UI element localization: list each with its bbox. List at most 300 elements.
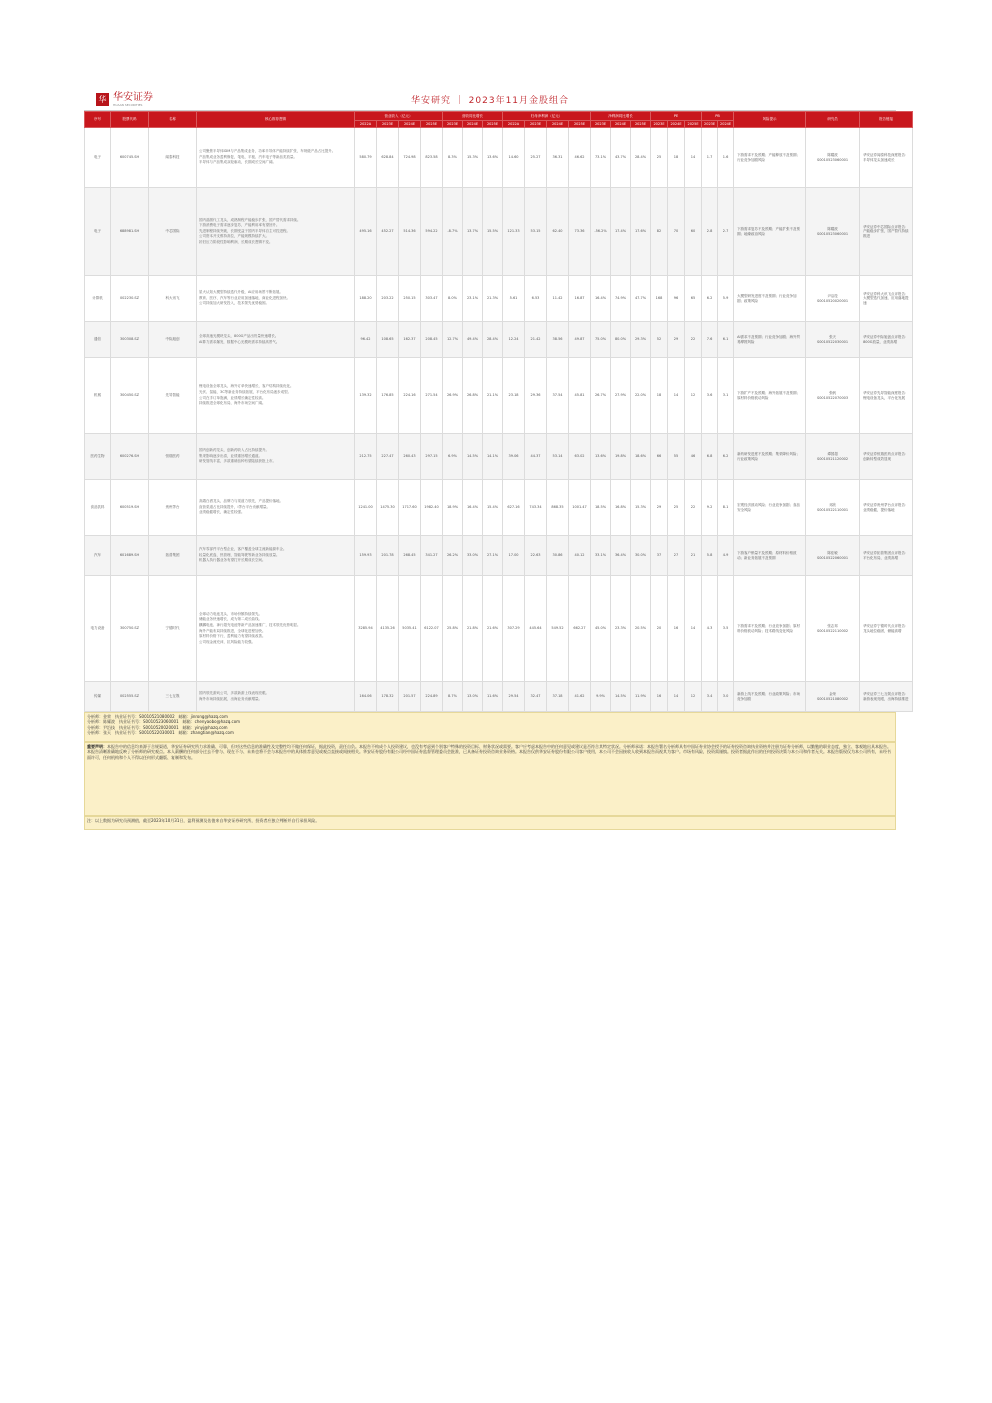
metric-cell: 6.2 xyxy=(718,434,734,480)
metric-cell: 15.4% xyxy=(483,480,503,536)
metric-cell: 21.8% xyxy=(463,576,483,682)
column-group-header: PB xyxy=(702,112,734,121)
metric-cell: 25.8% xyxy=(443,576,463,682)
metric-cell: 341.27 xyxy=(421,536,443,576)
metric-cell: 108.65 xyxy=(377,322,399,358)
stock-name-cell: 闻泰科技 xyxy=(149,128,197,188)
metric-cell: 27.1% xyxy=(483,536,503,576)
metric-cell: 307.29 xyxy=(503,576,525,682)
metric-cell: 164.06 xyxy=(355,682,377,712)
logic-paragraph: 公司现金流充沛，抗风险能力较强。 xyxy=(199,639,255,644)
logic-paragraph: 半导体与产品集成双轮驱动，长期成长空间广阔。 xyxy=(199,160,276,165)
logic-paragraph: 汽车零部件平台型企业，客户覆盖全球主流新能源车企。 xyxy=(199,547,287,552)
year-header: 2023E xyxy=(651,121,668,128)
metric-cell: 16.87 xyxy=(569,276,591,322)
stock-code-cell: 300750.SZ xyxy=(111,576,149,682)
table-body xyxy=(85,128,913,712)
metric-cell: 6.53 xyxy=(525,276,547,322)
metric-cell: 21 xyxy=(685,536,702,576)
metric-cell: 2.8 xyxy=(702,188,718,276)
stock-portfolio-sheet xyxy=(84,88,909,830)
metric-cell: 224.16 xyxy=(399,358,421,434)
stock-name-cell: 恒瑞医药 xyxy=(149,434,197,480)
column-group-header: 净利润同比增长 xyxy=(591,112,651,121)
table-row xyxy=(85,276,913,322)
stock-name-cell: 先导智能 xyxy=(149,358,197,434)
metric-cell: 96 xyxy=(668,276,685,322)
stock-name-cell: 贵州茅台 xyxy=(149,480,197,536)
metric-cell: 250.15 xyxy=(399,276,421,322)
metric-cell: 66 xyxy=(651,434,668,480)
metric-cell: 45.0% xyxy=(591,576,611,682)
risk-cell: 下游扩产不及预期；海外拓展不及预期；原材料价格波动风险 xyxy=(734,358,806,434)
logic-cell xyxy=(197,188,355,276)
metric-cell: 11.6% xyxy=(483,682,503,712)
metric-cell: 203.22 xyxy=(377,276,399,322)
logic-paragraph: 国内晶圆代工龙头，成熟制程产能稳步扩张，国产替代需求持续。 xyxy=(199,217,301,222)
metric-cell: 47.7% xyxy=(631,276,651,322)
metric-cell: 271.54 xyxy=(421,358,443,434)
stock-code-cell: 002230.SZ xyxy=(111,276,149,322)
metric-cell: 74.9% xyxy=(611,276,631,322)
metric-cell: 26.7% xyxy=(591,358,611,434)
logic-paragraph: 全球动力电池龙头，市场份额持续领先。 xyxy=(199,611,262,616)
metric-cell: 8.3% xyxy=(443,128,463,188)
metric-cell: 23.18 xyxy=(503,358,525,434)
metric-cell: 662.27 xyxy=(569,576,591,682)
metric-cell: 14 xyxy=(668,682,685,712)
report-link-cell[interactable]: 华安证券恒瑞医药点评报告：创新转型成效显现 xyxy=(860,434,913,480)
metric-cell: 14.5% xyxy=(611,682,631,712)
metric-cell: 162.37 xyxy=(399,322,421,358)
metric-cell: 36.31 xyxy=(547,128,569,188)
metric-cell: 16 xyxy=(668,576,685,682)
metric-cell: 11.42 xyxy=(547,276,569,322)
metric-cell: 12 xyxy=(685,358,702,434)
logic-paragraph: 机器人执行器业务有望打开长期成长空间。 xyxy=(199,558,266,563)
metric-cell: 4.9 xyxy=(718,536,734,576)
metric-cell: 1717.60 xyxy=(399,480,421,536)
sector-cell: 医药生物 xyxy=(85,434,111,480)
metric-cell: 80.0% xyxy=(611,322,631,358)
year-header: 2024E xyxy=(718,121,734,128)
logic-cell xyxy=(197,536,355,576)
metric-cell: 63.02 xyxy=(569,434,591,480)
metric-cell: 14.1% xyxy=(483,434,503,480)
metric-cell: 22 xyxy=(685,322,702,358)
metric-cell: 62.40 xyxy=(547,188,569,276)
year-header: 2023E xyxy=(702,121,718,128)
metric-cell: 1475.30 xyxy=(377,480,399,536)
column-header: 研究员 xyxy=(806,112,860,128)
disclaimer-text: 本报告中的信息均来源于合规渠道，华安证券研究所力求准确、可靠，但对这些信息的准确性及完整性均不做任何保证，据此投资，责任自负。本报告不构成个人投资建议，也没有考虑到个别客户特殊的投资目标、财务状况或需要。客户应考虑本报告中的任何意见或建议是否符合其特定状况。分析师承诺：本报告署名分析师具有中国证券业协会授予的证券投资咨询执业资格并注册为证券分析师，以勤勉的职业态度，独立、客观地出具本报告。本报告清晰准确地反映了分析师的研究观点。本人薪酬的任何部分过去不曾与、现在不与、未来也将不会与本报告中的具体推荐意见或观点直接或间接相关。华安证券股份有限公司经中国证券监督管理委员会批准，已具备证券投资咨询业务资格。本报告仅供华安证券股份有限公司客户使用，本公司不会因接收人收到本报告而视其为客户。市场有风险，投资需谨慎。投资者据此作出的任何投资决策与本公司和作者无关。本报告版权仅为本公司所有，未经书面许可，任何机构和个人不得以任何形式翻版、复制和发布。 xyxy=(87,744,891,760)
page-title: 华安研究 ｜ 2023年11月金股组合 xyxy=(410,96,570,106)
metric-cell: 39.06 xyxy=(503,434,525,480)
metric-cell: 52 xyxy=(651,322,668,358)
year-header: 2025E xyxy=(569,121,591,128)
metric-cell: 9.9% xyxy=(591,682,611,712)
report-link-cell[interactable]: 华安证券三七互娱点评报告：新游表现亮眼，出海持续推进 xyxy=(860,682,913,712)
metric-cell: 3.4 xyxy=(702,682,718,712)
table-row xyxy=(85,536,913,576)
table-row xyxy=(85,188,913,276)
metric-cell: 25 xyxy=(651,128,668,188)
metric-cell: 6.2 xyxy=(702,276,718,322)
metric-cell: 1982.40 xyxy=(421,480,443,536)
year-header: 2025E xyxy=(631,121,651,128)
year-header: 2023E xyxy=(377,121,399,128)
report-link-cell[interactable]: 华安证券中芯国际点评报告：产能稳步扩张，国产替代持续推进 xyxy=(860,188,913,276)
metric-cell: 53.14 xyxy=(547,434,569,480)
metric-cell: 303.47 xyxy=(421,276,443,322)
year-header: 2023E xyxy=(525,121,547,128)
metric-cell: 20.5% xyxy=(631,576,651,682)
risk-cell: 下游需求不及预期；产能释放不及预期；行业竞争加剧风险 xyxy=(734,128,806,188)
metric-cell: 40.12 xyxy=(569,536,591,576)
analyst-cell: 邓欣 S0010522110001 xyxy=(806,480,860,536)
logic-paragraph: 海外产能布局持续推进，全球化进程加快。 xyxy=(199,628,266,633)
metric-cell: 2.7 xyxy=(718,188,734,276)
metric-cell: 1.6 xyxy=(718,128,734,188)
metric-cell: 70 xyxy=(668,188,685,276)
logic-paragraph: AI算力需求爆发，数据中心光模块需求持续高景气。 xyxy=(199,339,280,344)
table-row xyxy=(85,576,913,682)
metric-cell: 4.3 xyxy=(702,576,718,682)
logo-name: 华安证券 xyxy=(113,91,153,103)
logic-paragraph: 储能业务快速增长，成为第二成长曲线。 xyxy=(199,617,262,622)
metric-cell: 3285.94 xyxy=(355,576,377,682)
metric-cell: 18 xyxy=(668,128,685,188)
metric-cell: 28.4% xyxy=(483,322,503,358)
metric-cell: 176.85 xyxy=(377,358,399,434)
metric-cell: 628.84 xyxy=(377,128,399,188)
metric-cell: 724.98 xyxy=(399,128,421,188)
metric-cell: 868.35 xyxy=(547,480,569,536)
stock-code-cell: 002555.SZ xyxy=(111,682,149,712)
metric-cell: 19.8% xyxy=(611,434,631,480)
metric-cell: 37.54 xyxy=(547,358,569,434)
metric-cell: 823.58 xyxy=(421,128,443,188)
year-header: 2025E xyxy=(685,121,702,128)
logic-paragraph: 星火认知大模型持续迭代升级，AI应用场景不断拓展。 xyxy=(199,290,283,295)
sector-cell: 汽车 xyxy=(85,536,111,576)
metric-cell: 6122.07 xyxy=(421,576,443,682)
year-header: 2025E xyxy=(421,121,443,128)
logic-paragraph: 海外市场持续拓展，出海业务贡献增量。 xyxy=(199,696,262,701)
logic-paragraph: 直营渠道占比持续提升，i茅台平台贡献增量。 xyxy=(199,504,270,509)
metric-cell: 452.27 xyxy=(377,188,399,276)
logic-paragraph: 公司持续加大研发投入，技术领先优势稳固。 xyxy=(199,301,269,306)
metric-cell: 3.0 xyxy=(718,682,734,712)
metric-cell: -56.2% xyxy=(591,188,611,276)
metric-cell: 26.8% xyxy=(463,358,483,434)
logic-cell xyxy=(197,682,355,712)
metric-cell: 22.63 xyxy=(525,536,547,576)
metric-cell: 6.9% xyxy=(443,434,463,480)
metric-cell: 5.61 xyxy=(503,276,525,322)
stock-code-cell: 600519.SH xyxy=(111,480,149,536)
sector-cell: 传媒 xyxy=(85,682,111,712)
risk-cell: 下游需求复苏不及预期；产能扩张不及预期；地缘政治风险 xyxy=(734,188,806,276)
metric-cell: 37.18 xyxy=(547,682,569,712)
metric-cell: 627.16 xyxy=(503,480,525,536)
metric-cell: 297.15 xyxy=(421,434,443,480)
metric-cell: 33.0% xyxy=(463,536,483,576)
metric-cell: 5.9 xyxy=(718,276,734,322)
metric-cell: 43.7% xyxy=(611,128,631,188)
metric-cell: 45.81 xyxy=(569,358,591,434)
metric-cell: 208.45 xyxy=(421,322,443,358)
metric-cell: 20 xyxy=(651,576,668,682)
risk-cell: 下游客户销量不及预期；原材料价格波动；新业务拓展不及预期 xyxy=(734,536,806,576)
metric-cell: 9.2 xyxy=(702,480,718,536)
analyst-cell: 陈耀波 S0010523060001 xyxy=(806,188,860,276)
metric-cell: 22.0% xyxy=(631,358,651,434)
disclaimer-label: 重要声明： xyxy=(87,744,107,749)
logo-mark-icon: 华 xyxy=(96,93,109,106)
logic-paragraph: 高端白酒龙头，品牌力与渠道力领先，产品提价落地。 xyxy=(199,499,283,504)
metric-cell: 28.4% xyxy=(631,128,651,188)
metric-cell: 14 xyxy=(668,358,685,434)
metric-cell: 201.78 xyxy=(377,536,399,576)
stock-code-cell: 300450.SZ xyxy=(111,358,149,434)
analyst-cell: 谭国超 S0010521120002 xyxy=(806,434,860,480)
sector-cell: 电子 xyxy=(85,188,111,276)
metric-cell: 21.6% xyxy=(483,576,503,682)
year-header: 2024E xyxy=(463,121,483,128)
logic-paragraph: 麒麟电池、神行超充电池等新产品加速推广，技术领先优势明显。 xyxy=(199,622,301,627)
data-note: 注：以上数据为研究员预测值，截至2023年10月31日，盈利预测及估值来自华安证券研究所，投资者应独立判断并自行承担风险。 xyxy=(84,816,896,830)
contact-line: 分析师：张天 执业证书号：S0010522030001 邮箱：zhangtian@hazq.com xyxy=(87,730,234,736)
metric-cell: 8.1 xyxy=(718,480,734,536)
stock-name-cell: 科大讯飞 xyxy=(149,276,197,322)
metric-cell: 37 xyxy=(651,536,668,576)
column-header: 核心推荐逻辑 xyxy=(197,112,355,128)
logic-cell xyxy=(197,576,355,682)
report-link-cell[interactable]: 华安证券拓普集团点评报告：平台化布局，业绩高增 xyxy=(860,536,913,576)
metric-cell: 13.6% xyxy=(591,434,611,480)
column-header: 报告链接 xyxy=(860,112,913,128)
metric-cell: 6.8 xyxy=(702,434,718,480)
metric-cell: 33.1% xyxy=(591,536,611,576)
portfolio-table xyxy=(84,111,913,712)
metric-cell: 159.93 xyxy=(355,536,377,576)
logic-paragraph: 教育、医疗、汽车等行业应用加速落地，商业化进程加快。 xyxy=(199,295,290,300)
metric-cell: 16 xyxy=(651,682,668,712)
metric-cell: 212.75 xyxy=(355,434,377,480)
stock-code-cell: 601689.SH xyxy=(111,536,149,576)
report-link-cell[interactable]: 华安证券科大讯飞点评报告：大模型迭代加速，应用落地提速 xyxy=(860,276,913,322)
logic-cell xyxy=(197,480,355,536)
metric-cell: 36.4% xyxy=(611,536,631,576)
logic-paragraph: 研发管线丰富，多款重磅品种有望陆续获批上市。 xyxy=(199,459,276,464)
column-header: 名称 xyxy=(149,112,197,128)
stock-name-cell: 三七互娱 xyxy=(149,682,197,712)
logic-paragraph: 轻量化底盘、热管理、智能驾驶等新业务持续放量。 xyxy=(199,552,280,557)
column-header: 风险提示 xyxy=(734,112,806,128)
metric-cell: 26.9% xyxy=(443,358,463,434)
metric-cell: 29.54 xyxy=(503,682,525,712)
metric-cell: 4135.26 xyxy=(377,576,399,682)
metric-cell: 22 xyxy=(685,480,702,536)
metric-cell: 18.6% xyxy=(631,434,651,480)
metric-cell: 580.79 xyxy=(355,128,377,188)
metric-cell: 26.2% xyxy=(443,536,463,576)
metric-cell: 5.8 xyxy=(702,536,718,576)
metric-cell: 8.0% xyxy=(443,276,463,322)
risk-cell: 宏观经济波动风险；行业竞争加剧；食品安全风险 xyxy=(734,480,806,536)
metric-cell: -8.7% xyxy=(443,188,463,276)
logic-paragraph: 全球高速光模块龙头，800G产品出货量快速增长。 xyxy=(199,333,279,338)
risk-cell: 新游上线不及预期；行业政策风险；市场竞争加剧 xyxy=(734,682,806,712)
logic-cell xyxy=(197,128,355,188)
stock-code-cell: 688981.SH xyxy=(111,188,149,276)
metric-cell: 29 xyxy=(668,322,685,358)
metric-cell: 14.5% xyxy=(463,434,483,480)
table-row xyxy=(85,434,913,480)
risk-cell: 大模型研发进度不及预期；行业竞争加剧；政策风险 xyxy=(734,276,806,322)
metric-cell: 14 xyxy=(685,128,702,188)
risk-cell: 下游需求不及预期；行业竞争加剧；原材料价格波动风险；技术路线变化风险 xyxy=(734,576,806,682)
metric-cell: 260.43 xyxy=(399,434,421,480)
logic-paragraph: 锂电设备全球龙头，海外订单快速增长，客户结构持续优化。 xyxy=(199,384,294,389)
metric-cell: 495.16 xyxy=(355,188,377,276)
metric-cell: 594.22 xyxy=(421,188,443,276)
year-header: 2024E xyxy=(611,121,631,128)
column-group-header: 归母净利润（亿元） xyxy=(503,112,591,121)
metric-cell: 227.47 xyxy=(377,434,399,480)
metric-cell: 514.36 xyxy=(399,188,421,276)
disclaimer xyxy=(84,742,896,816)
metric-cell: 41.62 xyxy=(569,682,591,712)
report-link-cell[interactable]: 华安证券中际旭创点评报告：800G放量，业绩高增 xyxy=(860,322,913,358)
report-link-cell[interactable]: 华安证券宁德时代点评报告：龙头地位稳固，储能高增 xyxy=(860,576,913,682)
logic-paragraph: 先进制程持续突破，长期受益于国内半导体自主可控进程。 xyxy=(199,228,290,233)
analyst-cell: 陈耀波 S0010523060001 xyxy=(806,128,860,188)
column-group-header: 营收同比增长 xyxy=(443,112,503,121)
table-row xyxy=(85,128,913,188)
sheet-header xyxy=(84,88,896,111)
stock-code-cell: 600745.SH xyxy=(111,128,149,188)
year-header: 2024E xyxy=(668,121,685,128)
metric-cell: 96.42 xyxy=(355,322,377,358)
metric-cell: 25 xyxy=(668,480,685,536)
metric-cell: 53.15 xyxy=(525,188,547,276)
analyst-cell: 张天 S0010522030001 xyxy=(806,322,860,358)
logic-cell xyxy=(197,358,355,434)
metric-cell: 5035.41 xyxy=(399,576,421,682)
metric-cell: 15.3% xyxy=(463,128,483,188)
risk-cell: 新药研发进度不及预期；集采降价风险；行业政策风险 xyxy=(734,434,806,480)
stock-name-cell: 拓普集团 xyxy=(149,536,197,576)
metric-cell: 3.1 xyxy=(718,358,734,434)
metric-cell: 14.60 xyxy=(503,128,525,188)
year-header: 2024E xyxy=(399,121,421,128)
metric-cell: 121.33 xyxy=(503,188,525,276)
stock-code-cell: 600276.SH xyxy=(111,434,149,480)
metric-cell: 15.3% xyxy=(631,480,651,536)
year-header: 2025E xyxy=(483,121,503,128)
metric-cell: 13.0% xyxy=(463,682,483,712)
metric-cell: 17.6% xyxy=(631,188,651,276)
metric-cell: 65 xyxy=(685,276,702,322)
metric-cell: 30.86 xyxy=(547,536,569,576)
metric-cell: 49.87 xyxy=(569,322,591,358)
metric-cell: 21.3% xyxy=(483,276,503,322)
metric-cell: 18 xyxy=(651,358,668,434)
analyst-cell: 尹沿技 S0010520020001 xyxy=(806,276,860,322)
risk-cell: AI需求不及预期；行业竞争加剧；海外贸易摩擦风险 xyxy=(734,322,806,358)
column-group-header: 营业收入（亿元） xyxy=(355,112,443,121)
metric-cell: 46.62 xyxy=(569,128,591,188)
table-row xyxy=(85,322,913,358)
column-header: 股票代码 xyxy=(111,112,149,128)
year-header: 2024E xyxy=(547,121,569,128)
logic-paragraph: 光伏、氢能、3C等新业务持续拓展，平台化布局逐步成型。 xyxy=(199,389,292,394)
metric-cell: 18.5% xyxy=(591,480,611,536)
metric-cell: 1001.47 xyxy=(569,480,591,536)
stock-name-cell: 宁德时代 xyxy=(149,576,197,682)
year-header: 2023E xyxy=(443,121,463,128)
logic-paragraph: 下游消费电子需求逐步复苏，产能利用率有望回升。 xyxy=(199,223,280,228)
contact-line: 分析师：陈耀波 执业证书号：S0010523060001 邮箱：chenyaobo@hazq.com xyxy=(87,719,241,725)
metric-cell: 17.4% xyxy=(611,188,631,276)
table-row xyxy=(85,682,913,712)
metric-cell: 18.9% xyxy=(443,480,463,536)
metric-cell: 73.1% xyxy=(591,128,611,188)
metric-cell: 60 xyxy=(685,188,702,276)
metric-cell: 3.6 xyxy=(702,358,718,434)
logic-paragraph: 国内创新药龙头，创新药收入占比持续提升。 xyxy=(199,448,269,453)
metric-cell: 30.0% xyxy=(631,536,651,576)
metric-cell: 188.20 xyxy=(355,276,377,322)
metric-cell: 15.5% xyxy=(483,188,503,276)
report-link-cell[interactable]: 华安证券先导智能深度报告：锂电设备龙头，平台化发展 xyxy=(860,358,913,434)
analyst-cell: 陈佳敏 S0010522060001 xyxy=(806,536,860,576)
metric-cell: 21.42 xyxy=(525,322,547,358)
metric-cell: 549.52 xyxy=(547,576,569,682)
logic-cell xyxy=(197,276,355,322)
metric-cell: 44.37 xyxy=(525,434,547,480)
metric-cell: 23.1% xyxy=(463,276,483,322)
metric-cell: 27 xyxy=(668,536,685,576)
metric-cell: 55 xyxy=(668,434,685,480)
metric-cell: 73.36 xyxy=(569,188,591,276)
stock-name-cell: 中际旭创 xyxy=(149,322,197,358)
report-link-cell[interactable]: 华安证券贵州茅台点评报告：业绩稳健，提价落地 xyxy=(860,480,913,536)
metric-cell: 49.4% xyxy=(463,322,483,358)
logic-paragraph: 公司在手订单饱满，业绩增长确定性较高。 xyxy=(199,395,266,400)
logic-paragraph: 集采影响逐步出清，业绩重回增长通道。 xyxy=(199,453,262,458)
metric-cell: 32.47 xyxy=(525,682,547,712)
column-group-header: PE xyxy=(651,112,702,121)
logo-sub: HUAAN SECURITIES xyxy=(113,102,143,107)
metric-cell: 14 xyxy=(685,576,702,682)
logic-paragraph: 公司聚焦半导体IDM与产品集成业务，功率半导体产能持续扩张，车规级产品占比提升。 xyxy=(199,149,336,154)
metric-cell: 3.5 xyxy=(718,576,734,682)
logic-cell xyxy=(197,434,355,480)
table-head xyxy=(85,112,913,128)
metric-cell: 268.45 xyxy=(399,536,421,576)
table-row xyxy=(85,358,913,434)
metric-cell: 82 xyxy=(651,188,668,276)
sector-cell: 计算机 xyxy=(85,276,111,322)
table-row xyxy=(85,480,913,536)
sector-cell: 食品饮料 xyxy=(85,480,111,536)
metric-cell: 46 xyxy=(685,434,702,480)
report-link-cell[interactable]: 华安证券闻泰科技深度报告：半导体龙头加速成长 xyxy=(860,128,913,188)
contact-line: 分析师：尹沿技 执业证书号：S0010520020001 邮箱：yinyj@hazq.com xyxy=(87,724,228,730)
